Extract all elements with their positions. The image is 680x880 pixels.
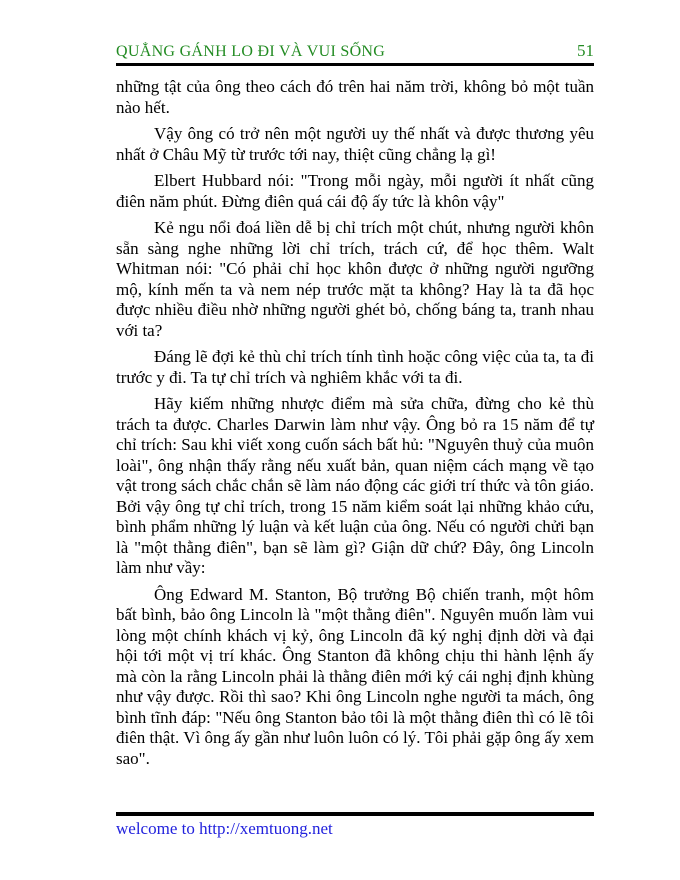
page-number: 51 <box>577 41 594 60</box>
site-link[interactable]: welcome to http://xemtuong.net <box>116 819 333 838</box>
paragraph: Vậy ông có trở nên một người uy thế nhất và được thương yêu nhất ở Châu Mỹ từ trước tới nay, thiệt cũng chẳng lạ gì! <box>116 124 594 164</box>
paragraph: Elbert Hubbard nói: "Trong mỗi ngày, mỗi người ít nhất cũng điên năm phút. Đừng điên quá cái độ ấy tức là khôn vậy" <box>116 171 594 211</box>
book-title: QUẲNG GÁNH LO ĐI VÀ VUI SỐNG <box>116 43 386 60</box>
paragraph: những tật của ông theo cách đó trên hai năm trời, không bỏ một tuần nào hết. <box>116 77 594 117</box>
paragraph: Ông Edward M. Stanton, Bộ trưởng Bộ chiến tranh, một hôm bất bình, bảo ông Lincoln là "một thằng điên". Nguyên muốn làm vui lòng một chính khách vị kỷ, ông Lincoln đã ký nghị định dời và đại hội tới một vị trí khác. Ông Stanton đã không chịu thi hành lệnh ấy mà còn la rằng Lincoln phải là thằng điên mới ký cái nghị định khùng như vậy được. Rồi thì sao? Khi ông Lincoln nghe người ta mách, ông bình tĩnh đáp: "Nếu ông Stanton bảo tôi là một thằng điên thì có lẽ tôi điên thật. Vì ông ấy gần như luôn luôn có lý. Tôi phải gặp ông ấy xem sao". <box>116 584 594 768</box>
paragraph: Đáng lẽ đợi kẻ thù chỉ trích tính tình hoặc công việc của ta, ta đi trước y đi. Ta tự chỉ trích và nghiêm khắc với ta đi. <box>116 347 594 387</box>
page-footer <box>116 819 594 839</box>
paragraph: Kẻ ngu nổi đoá liền dễ bị chỉ trích một chút, nhưng người khôn sẵn sàng nghe những lời chỉ trích, trách cứ, để học thêm. Walt Whitman nói: "Có phải chỉ học khôn được ở những người ngưỡng mộ, kính mến ta và nem nép trước mặt ta không? Hay là ta đã học được nhiều điều nhờ những người ghét bỏ, chống báng ta, tranh nhau với ta? <box>116 218 594 340</box>
page-content <box>116 0 594 775</box>
footer-rule <box>116 812 594 816</box>
body-text <box>116 77 594 769</box>
page-header <box>116 41 594 61</box>
header-rule <box>116 63 594 66</box>
paragraph: Hãy kiếm những nhược điểm mà sửa chữa, đừng cho kẻ thù trách ta được. Charles Darwin làm như vậy. Ông bỏ ra 15 năm để tự chỉ trích: Sau khi viết xong cuốn sách bất hủ: "Nguyên thuỷ của muôn loài", ông nhận thấy rằng nếu xuất bản, quan niệm cách mạng về tạo vật trong sách chắc chắn sẽ làm náo động các giới trí thức và tôn giáo. Bởi vậy ông tự chỉ trích, trong 15 năm kiểm soát lại những khảo cứu, bình phẩm những lý luận và kết luận của ông. Nếu có người chửi bạn là "một thằng điên", bạn sẽ làm gì? Giận dữ chứ? Đây, ông Lincoln làm như vầy: <box>116 394 594 577</box>
